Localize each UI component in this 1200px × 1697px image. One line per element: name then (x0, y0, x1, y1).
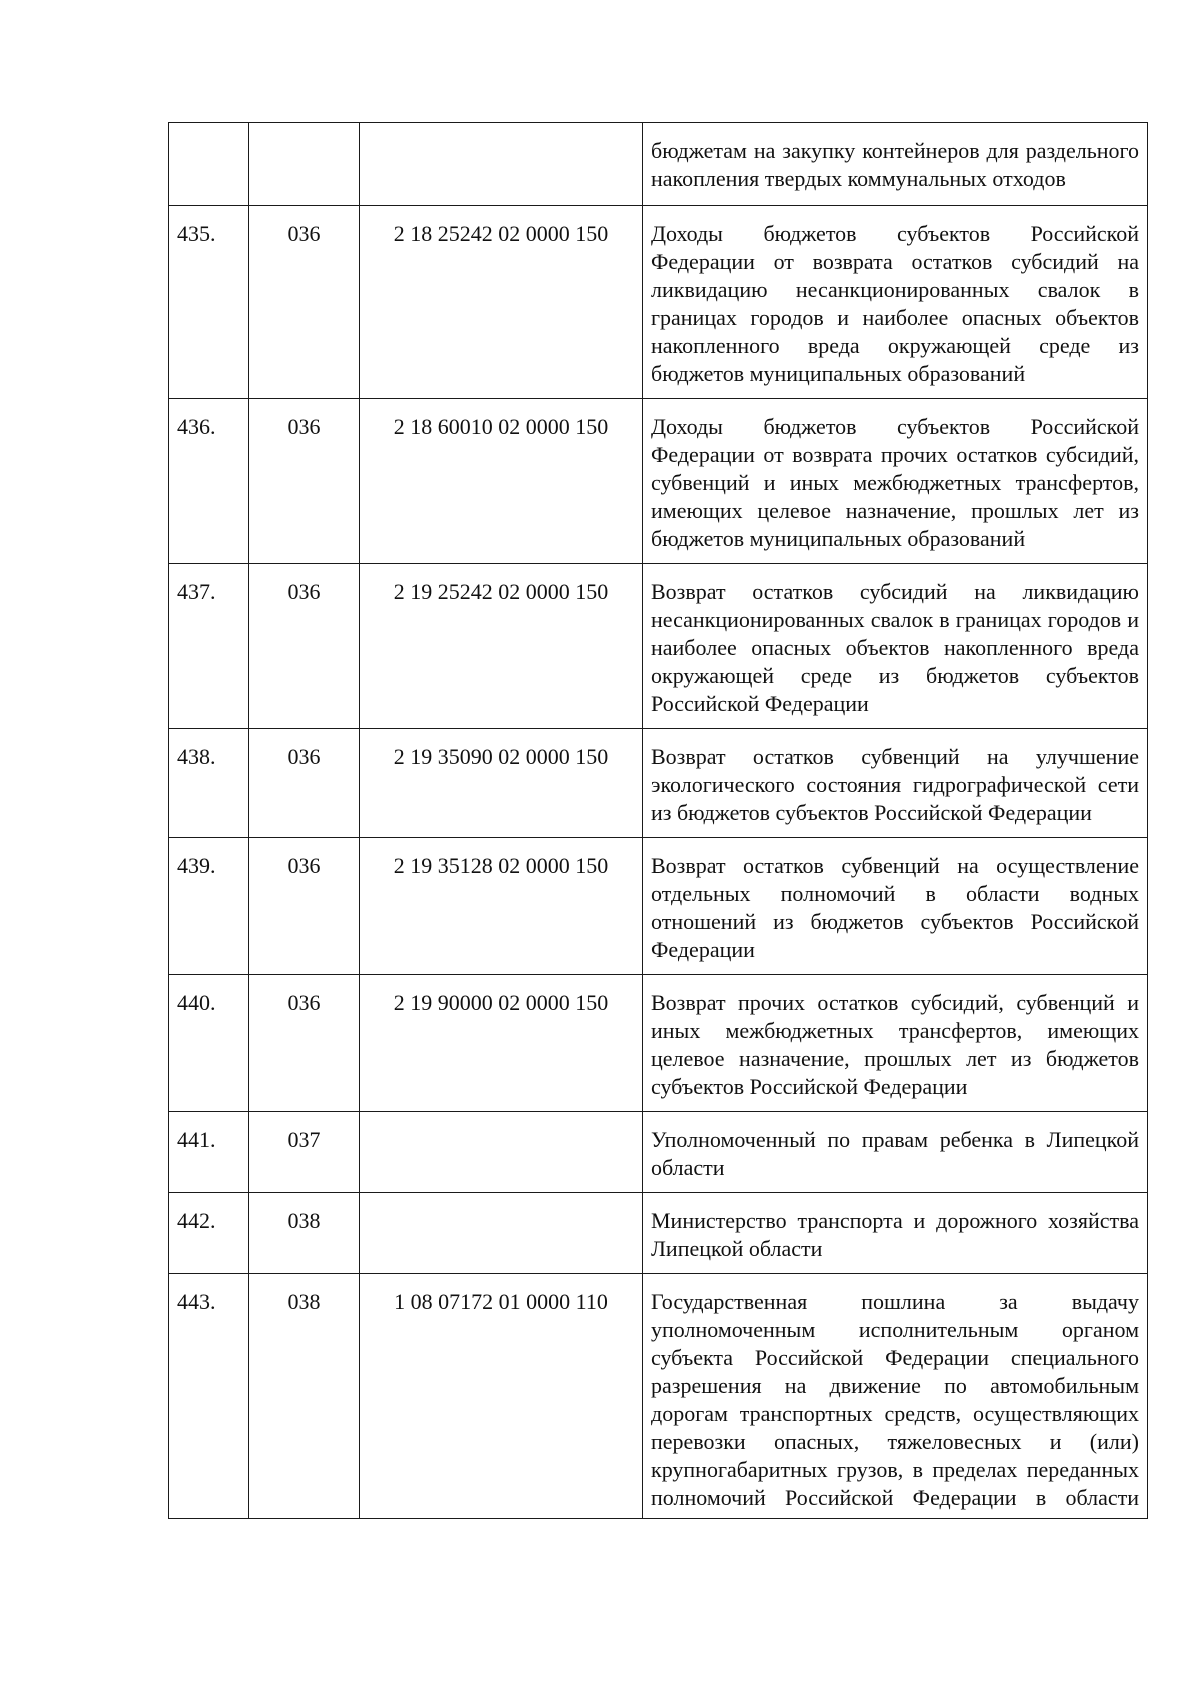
row-number-cell: 440. (169, 975, 249, 1112)
row-number-cell: 442. (169, 1193, 249, 1274)
admin-code-cell (249, 123, 360, 206)
admin-code-cell: 036 (249, 975, 360, 1112)
budget-code-cell: 2 18 25242 02 0000 150 (360, 206, 643, 399)
budget-code-cell: 1 08 07172 01 0000 110 (360, 1274, 643, 1519)
budget-code-cell (360, 123, 643, 206)
revenue-name-cell: Возврат прочих остатков субсидий, субвенций и иных межбюджетных трансфертов, имеющих целевое назначение, прошлых лет из бюджетов субъектов Российской Федерации (643, 975, 1148, 1112)
row-number-cell: 435. (169, 206, 249, 399)
table-row (169, 399, 1148, 564)
admin-code-cell: 036 (249, 206, 360, 399)
admin-code-cell: 036 (249, 399, 360, 564)
admin-code-cell: 036 (249, 564, 360, 729)
budget-revenue-table (168, 122, 1148, 1519)
row-number-cell: 438. (169, 729, 249, 838)
revenue-name-cell: бюджетам на закупку контейнеров для раздельного накопления твердых коммунальных отходов (643, 123, 1148, 206)
table-row (169, 838, 1148, 975)
admin-code-cell: 036 (249, 838, 360, 975)
row-number-cell: 437. (169, 564, 249, 729)
budget-code-cell: 2 19 35090 02 0000 150 (360, 729, 643, 838)
table-row (169, 975, 1148, 1112)
admin-code-cell: 037 (249, 1112, 360, 1193)
budget-code-cell: 2 19 35128 02 0000 150 (360, 838, 643, 975)
revenue-name-cell: Уполномоченный по правам ребенка в Липецкой области (643, 1112, 1148, 1193)
row-number-cell: 443. (169, 1274, 249, 1519)
revenue-name-cell: Министерство транспорта и дорожного хозяйства Липецкой области (643, 1193, 1148, 1274)
revenue-name-cell: Доходы бюджетов субъектов Российской Федерации от возврата остатков субсидий на ликвидацию несанкционированных свалок в границах городов и наиболее опасных объектов накопленного вреда окружающей среде из бюджетов муниципальных образований (643, 206, 1148, 399)
revenue-name-cell: Возврат остатков субсидий на ликвидацию несанкционированных свалок в границах городов и наиболее опасных объектов накопленного вреда окружающей среде из бюджетов субъектов Российской Федерации (643, 564, 1148, 729)
budget-code-cell (360, 1112, 643, 1193)
admin-code-cell: 036 (249, 729, 360, 838)
table-row (169, 123, 1148, 206)
table-row (169, 564, 1148, 729)
table-row (169, 206, 1148, 399)
row-number-cell: 439. (169, 838, 249, 975)
revenue-name-cell: Возврат остатков субвенций на улучшение экологического состояния гидрографической сети из бюджетов субъектов Российской Федерации (643, 729, 1148, 838)
budget-code-cell: 2 19 90000 02 0000 150 (360, 975, 643, 1112)
budget-code-cell (360, 1193, 643, 1274)
revenue-name-cell: Доходы бюджетов субъектов Российской Федерации от возврата прочих остатков субсидий, субвенций и иных межбюджетных трансфертов, имеющих целевое назначение, прошлых лет из бюджетов муниципальных образований (643, 399, 1148, 564)
admin-code-cell: 038 (249, 1274, 360, 1519)
table-row (169, 1112, 1148, 1193)
table-row (169, 1193, 1148, 1274)
row-number-cell: 436. (169, 399, 249, 564)
admin-code-cell: 038 (249, 1193, 360, 1274)
revenue-name-cell: Возврат остатков субвенций на осуществление отдельных полномочий в области водных отношений из бюджетов субъектов Российской Федерации (643, 838, 1148, 975)
revenue-name-cell: Государственная пошлина за выдачу уполномоченным исполнительным органом субъекта Российской Федерации специального разрешения на движение по автомобильным дорогам транспортных средств, осуществляющих перевозки опасных, тяжеловесных и (или) крупногабаритных грузов, в пределах переданных полномочий Российской Федерации в области (643, 1274, 1148, 1519)
table-row (169, 1274, 1148, 1519)
table-row (169, 729, 1148, 838)
budget-code-cell: 2 19 25242 02 0000 150 (360, 564, 643, 729)
row-number-cell: 441. (169, 1112, 249, 1193)
row-number-cell (169, 123, 249, 206)
budget-code-cell: 2 18 60010 02 0000 150 (360, 399, 643, 564)
